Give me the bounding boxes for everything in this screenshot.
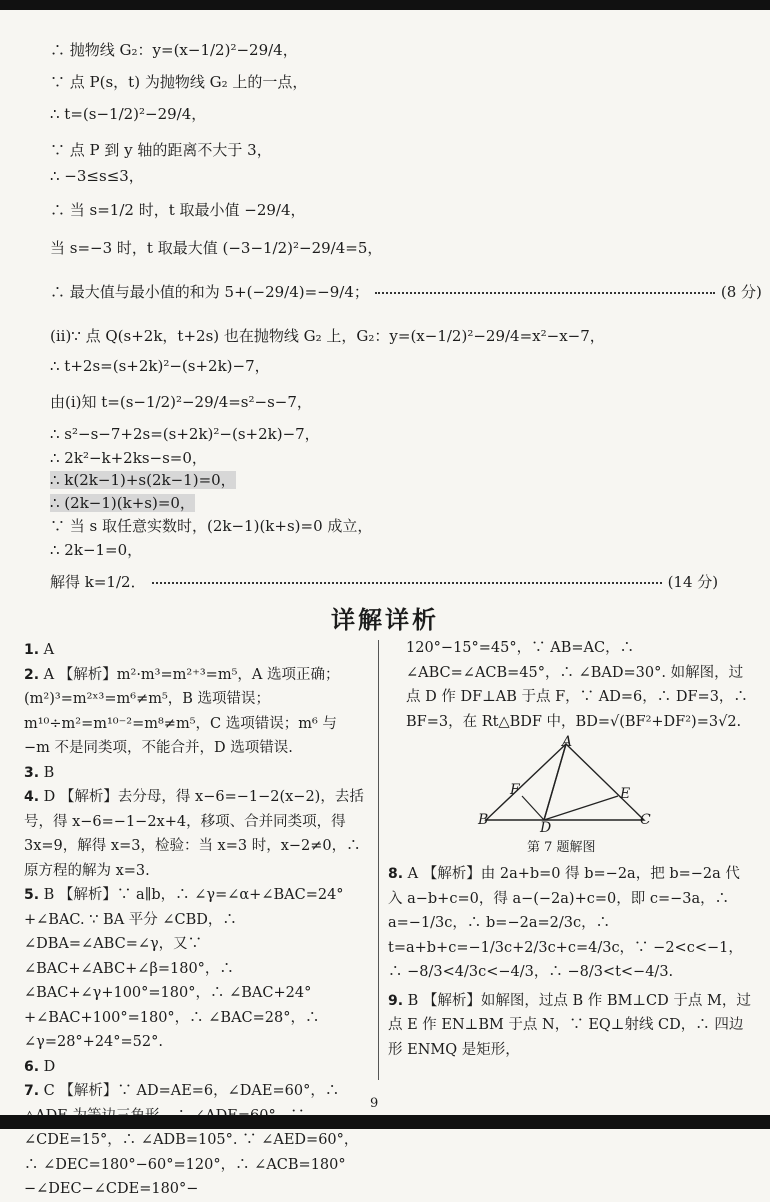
solution-line-highlighted <box>50 493 195 513</box>
solution-line: ∴ 2k−1=0， <box>50 541 143 559</box>
answer-text: B <box>43 764 55 781</box>
question-number: 1. <box>24 642 40 658</box>
answer-item-9 <box>388 989 752 1063</box>
solution-line: ∵ 点 P(s，t) 为抛物线 G₂ 上的一点， <box>50 73 308 91</box>
solution-line: ∴ t=(s−1/2)²−29/4， <box>50 105 207 123</box>
figure-label-b: B <box>478 812 489 828</box>
solution-line: 当 s=−3 时，t 取最大值 (−3−1/2)²−29/4=5， <box>50 239 383 257</box>
answer-text: A <box>43 642 55 658</box>
segment-fd <box>522 796 544 820</box>
solution-line-text: 解得 k=1/2． <box>50 573 146 591</box>
column-divider <box>378 640 379 1080</box>
figure-label-e: E <box>620 786 631 802</box>
figure-label-f: F <box>510 782 520 798</box>
answer-item-7-continued <box>406 636 752 734</box>
answer-item-8 <box>388 862 752 985</box>
solution-line: ∵ 当 s 取任意实数时，(2k−1)(k+s)=0 成立， <box>50 517 373 535</box>
answer-item-2 <box>24 663 366 761</box>
solution-line: ∴ 当 s=1/2 时，t 取最小值 −29/4， <box>50 201 306 219</box>
solution-line-highlighted <box>50 470 236 490</box>
solution-line: ∴ 抛物线 G₂：y=(x−1/2)²−29/4， <box>50 41 298 59</box>
answer-item-6 <box>24 1055 366 1080</box>
figure-caption: 第 7 题解图 <box>527 840 596 855</box>
answer-item-7 <box>24 1079 366 1202</box>
answer-text: C 【解析】∵ AD=AE=6，∠DAE=60°，∴ ∠CDE=15°，∴ ∠ADB=105°. ∵ ∠AED=60°，∴ ∠DEC=180°−60°=120°，∴ ∠ACB=180°−∠DEC−∠CDE=180°− <box>24 1083 359 1197</box>
score-mark: (8 分) <box>720 283 762 301</box>
solution-line: ∴ 2k²−k+2ks−s=0， <box>50 449 207 467</box>
highlighted-text: ∴ k(2k−1)+s(2k−1)=0， <box>50 471 236 489</box>
figure-label-d: D <box>540 820 552 836</box>
question-number: 7. <box>24 1083 40 1099</box>
question-number: 6. <box>24 1058 40 1075</box>
question-number: 4. <box>24 789 40 805</box>
page-number: 9 <box>370 1096 379 1111</box>
answer-item-1 <box>24 638 366 663</box>
solution-line: 由(i)知 t=(s−1/2)²−29/4=s²−s−7， <box>50 393 312 411</box>
answer-item-5 <box>24 883 366 1055</box>
answer-item-4 <box>24 785 366 883</box>
solution-line: ∵ 点 P 到 y 轴的距离不大于 3， <box>50 141 272 159</box>
solution-line: ∴ s²−s−7+2s=(s+2k)²−(s+2k)−7， <box>50 425 320 443</box>
section-title: 详解详析 <box>331 606 439 634</box>
solution-line: ∴ −3≤s≤3， <box>50 167 144 185</box>
top-dark-bar <box>0 0 770 10</box>
solution-line: (ii)∵ 点 Q(s+2k，t+2s) 也在抛物线 G₂ 上，G₂：y=(x−1/2)²−29/4=x²−x−7， <box>50 327 605 345</box>
figure-label-c: C <box>640 812 651 828</box>
highlighted-text: ∴ (2k−1)(k+s)=0， <box>50 494 195 512</box>
dotted-leader <box>152 582 662 584</box>
answer-text: D 【解析】去分母，得 x−6=−1−2(x−2)，去括号，得 x−6=−1−2x+4，移项、合并同类项，得 3x=9，解得 x=3，检验：当 x=3 时，x−2≠0，∴ 原方程的解为 x=3. <box>24 789 364 879</box>
solution-line-with-score <box>50 572 718 592</box>
answer-text: A 【解析】由 2a+b=0 得 b=−2a，把 b=−2a 代入 a−b+c=0，得 a−(−2a)+c=0，即 c=−3a，∴ a=−1/3c，∴ b=−2a=2/3c，∴ t=a+b+c=−1/3c+2/3c+c=4/3c，∵ −2<c<−1，∴ −8/3<4/3c<−4/3，∴ −8/3<t<−4/3. <box>388 866 743 980</box>
bottom-dark-bar <box>0 1115 770 1129</box>
right-answer-column-top <box>406 636 752 734</box>
right-answer-column-bottom <box>388 862 752 1062</box>
score-mark: (14 分) <box>667 573 719 591</box>
solution-line: ∴ t+2s=(s+2k)²−(s+2k)−7， <box>50 357 270 375</box>
segment-de <box>544 796 618 820</box>
answer-text: 120°−15°=45°，∵ AB=AC，∴ ∠ABC=∠ACB=45°，∴ ∠BAD=30°. 如解图，过点 D 作 DF⊥AB 于点 F，∵ AD=6，∴ DF=3，∴ BF=3，在 Rt△BDF 中，BD=√(BF²+DF²)=3√2. <box>406 640 748 730</box>
figure-label-a: A <box>562 734 573 750</box>
answer-text: A 【解析】m²·m³=m²⁺³=m⁵，A 选项正确；(m²)³=m²ˣ³=m⁶≠m⁵，B 选项错误；m¹⁰÷m²=m¹⁰⁻²=m⁸≠m⁵，C 选项错误；m⁶ 与 −m 不是同类项，不能合并，D 选项错误. <box>24 666 340 756</box>
answer-text: D <box>43 1058 56 1075</box>
question-number: 2. <box>24 666 40 683</box>
answer-text: B 【解析】如解图，过点 B 作 BM⊥CD 于点 M，过点 E 作 EN⊥BM 于点 N，∵ EQ⊥射线 CD，∴ 四边形 ENMQ 是矩形， <box>388 992 751 1058</box>
answer-item-3 <box>24 761 366 786</box>
solution-line-with-score <box>50 282 762 302</box>
dotted-leader <box>375 292 715 294</box>
answer-text: B 【解析】∵ a∥b，∴ ∠γ=∠α+∠BAC=24°+∠BAC. ∵ BA 平分 ∠CBD，∴ ∠DBA=∠ABC=∠γ，又∵ ∠BAC+∠ABC+∠β=180°，∴ ∠BAC+∠γ+100°=180°，∴ ∠BAC+24°+∠BAC+100°=180°，∴ ∠BAC=28°，∴ ∠γ=28°+24°=52°. <box>24 887 344 1050</box>
question-number: 8. <box>388 866 404 882</box>
question-number: 3. <box>24 764 40 781</box>
solution-line-text: ∴ 最大值与最小值的和为 5+(−29/4)=−9/4； <box>50 283 369 301</box>
question-number: 5. <box>24 887 40 903</box>
question-number: 9. <box>388 992 404 1009</box>
